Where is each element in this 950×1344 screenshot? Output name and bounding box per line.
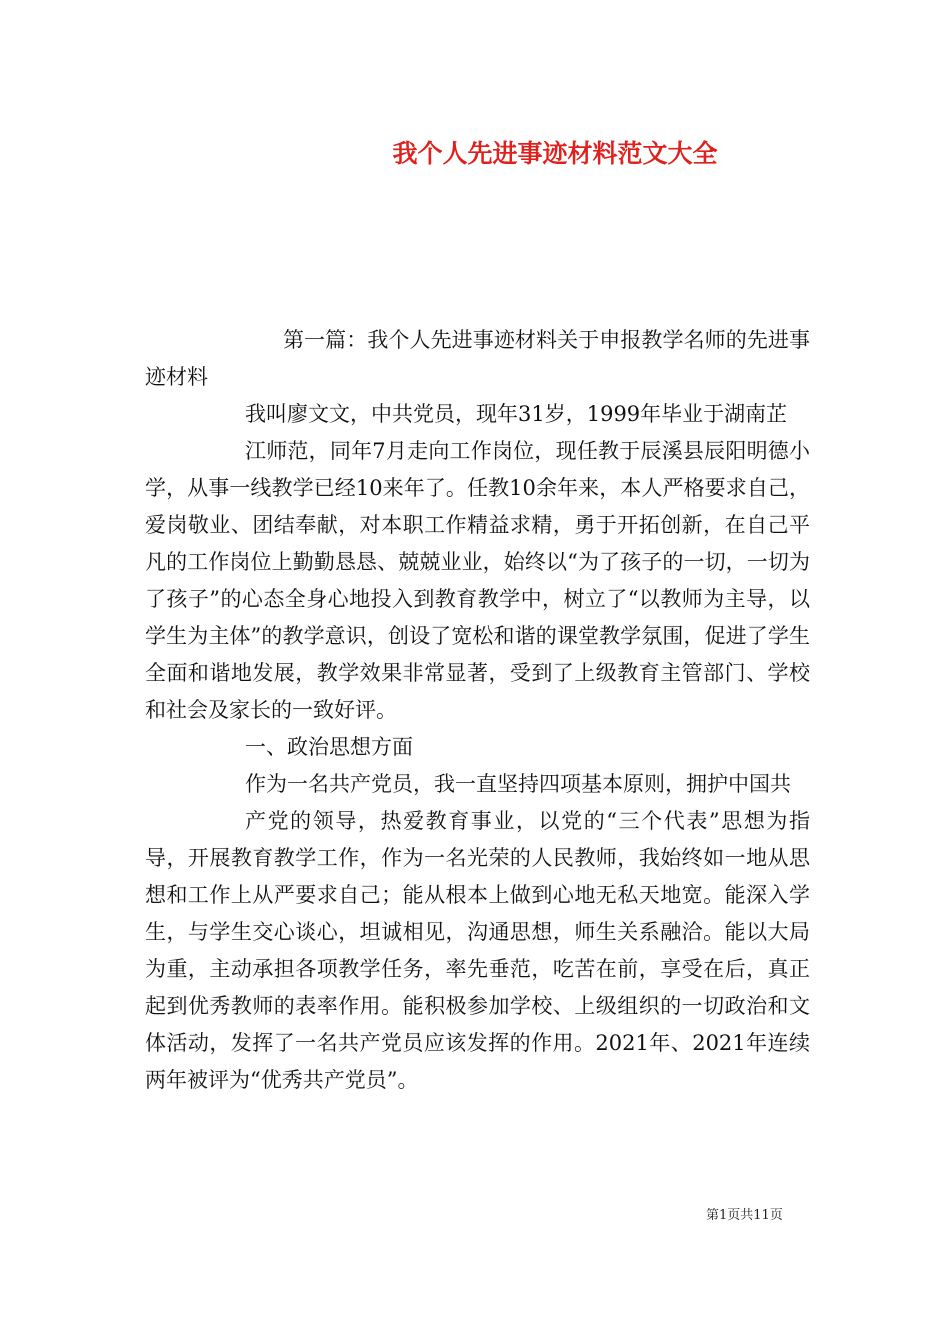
- document-body: [145, 322, 810, 1099]
- paragraph: 产党的领导，热爱教育事业，以党的“三个代表”思想为指导，开展教育教学工作，作为一名光荣的人民教师，我始终如一地从思想和工作上从严要求自己；能从根本上做到心地无私天地宽。能深入学生，与学生交心谈心，坦诚相见，沟通思想，师生关系融洽。能以大局为重，主动承担各项教学任务，率先垂范，吃苦在前，享受在后，真正起到优秀教师的表率作用。能积极参加学校、上级组织的一切政治和文体活动，发挥了一名共产党员应该发挥的作用。2021年、2021年连续两年被评为“优秀共产党员”。: [145, 809, 810, 1092]
- paragraph: 江师范，同年7月走向工作岗位，现任教于辰溪县辰阳明德小学，从事一线教学已经10来年了。任教10余年来，本人严格要求自己，爱岗敬业、团结奉献，对本职工作精益求精，勇于开拓创新，在自己平凡的工作岗位上勤勤恳恳、兢兢业业，始终以“为了孩子的一切，一切为了孩子”的心态全身心地投入到教育教学中，树立了“以教师为主导，以学生为主体”的教学意识，创设了宽松和谐的课堂教学氛围，促进了学生全面和谐地发展，教学效果非常显著，受到了上级教育主管部门、学校和社会及家长的一致好评。: [145, 439, 810, 722]
- paragraph: 作为一名共产党员，我一直坚持四项基本原则，拥护中国共: [245, 772, 791, 796]
- paragraph-heading: 第一篇：我个人先进事迹材料关于申报教学名师的先进事迹材料: [145, 328, 810, 389]
- page-number: 第1页共11页: [706, 1208, 783, 1223]
- document-title: 我个人先进事迹材料范文大全: [392, 139, 718, 168]
- paragraph: 我叫廖文文，中共党员，现年31岁，1999年毕业于湖南芷: [245, 402, 788, 426]
- section-heading: 一、政治思想方面: [245, 735, 413, 759]
